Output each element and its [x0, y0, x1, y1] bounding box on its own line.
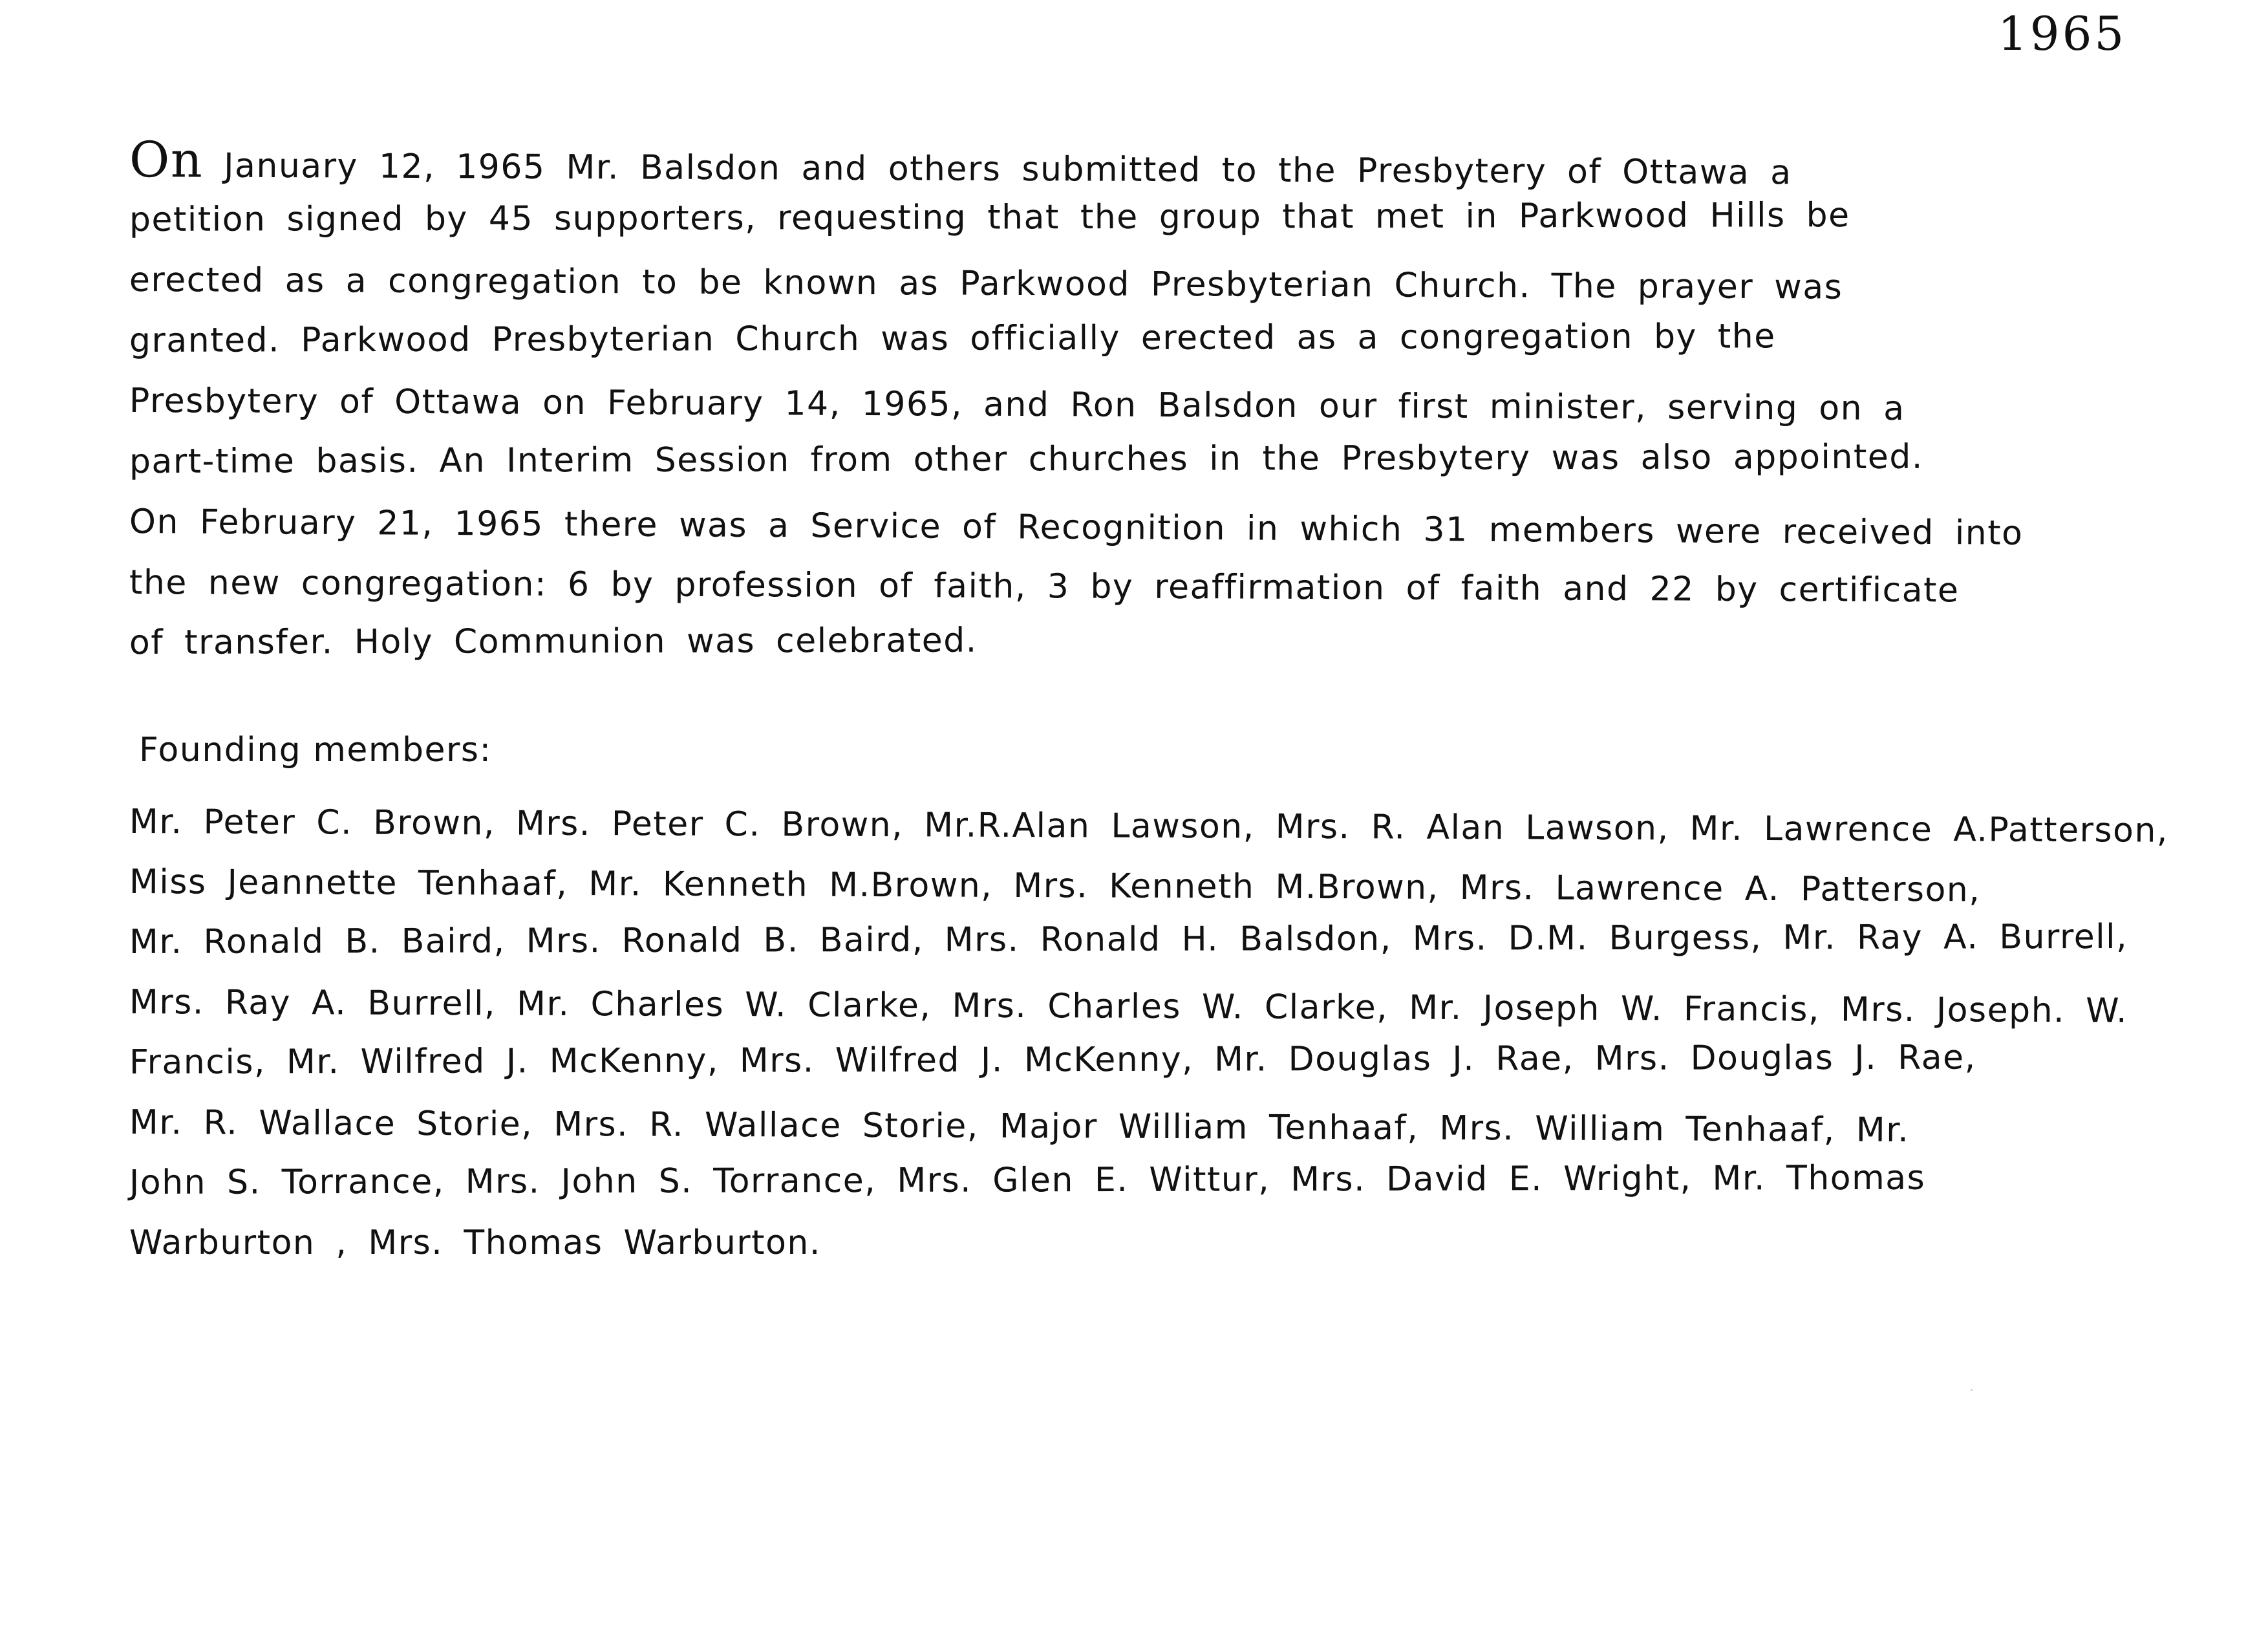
history-paragraph — [129, 129, 2101, 674]
paragraph-line: petition signed by 45 supporters, requesting that the group that met in Parkwood Hills be — [129, 195, 1850, 239]
paragraph-line: the new congregation: 6 by profession of faith, 3 by reaffirmation of faith and 22 by certificate — [129, 563, 1960, 610]
members-line: Francis, Mr. Wilfred J. McKenny, Mrs. Wilfred J. McKenny, Mr. Douglas J. Rae, Mrs. Douglas J. Rae, — [129, 1038, 1976, 1082]
paragraph-line: granted. Parkwood Presbyterian Church was officially erected as a congregation by the — [129, 316, 1776, 360]
paragraph-line: erected as a congregation to be known as Parkwood Presbyterian Church. The prayer was — [129, 261, 1843, 307]
paragraph-first-word: On — [129, 131, 204, 189]
members-line: Warburton , Mrs. Thomas Warburton. — [129, 1223, 821, 1262]
paragraph-line: On February 21, 1965 there was a Service of Recognition in which 31 members were received into — [129, 502, 2024, 553]
paragraph-line: Presbytery of Ottawa on February 14, 1965, and Ron Balsdon our first minister, serving on a — [129, 382, 1905, 428]
members-line: Miss Jeannette Tenhaaf, Mr. Kenneth M.Brown, Mrs. Kenneth M.Brown, Mrs. Lawrence A. Patterson, — [129, 863, 1981, 910]
paragraph-line: of transfer. Holy Communion was celebrated. — [129, 621, 978, 662]
paragraph-line: part-time basis. An Interim Session from other churches in the Presbytery was also appointed. — [129, 437, 1923, 481]
page-year: 1965 — [1998, 6, 2127, 61]
members-line: Mr. Peter C. Brown, Mrs. Peter C. Brown, Mr.R.Alan Lawson, Mrs. R. Alan Lawson, Mr. Lawrence A.Patterson, — [129, 803, 2169, 850]
members-line: Mr. R. Wallace Storie, Mrs. R. Wallace Storie, Major William Tenhaaf, Mrs. William Tenhaaf, Mr. — [129, 1103, 1910, 1150]
founding-members-list — [129, 792, 2185, 1273]
founding-members-heading: Founding members: — [139, 731, 492, 770]
members-line: John S. Torrance, Mrs. John S. Torrance, Mrs. Glen E. Wittur, Mrs. David E. Wright, Mr. Thomas — [129, 1158, 1926, 1202]
paragraph-line-text: January 12, 1965 Mr. Balsdon and others submitted to the Presbytery of Ottawa a — [203, 146, 1792, 193]
scan-speck — [1971, 1389, 1973, 1391]
members-line: Mrs. Ray A. Burrell, Mr. Charles W. Clarke, Mrs. Charles W. Clarke, Mr. Joseph W. Francis, Mrs. Joseph. W. — [129, 983, 2128, 1031]
members-line: Mr. Ronald B. Baird, Mrs. Ronald B. Baird, Mrs. Ronald H. Balsdon, Mrs. D.M. Burgess, Mr. Ray A. Burrell, — [129, 917, 2128, 962]
